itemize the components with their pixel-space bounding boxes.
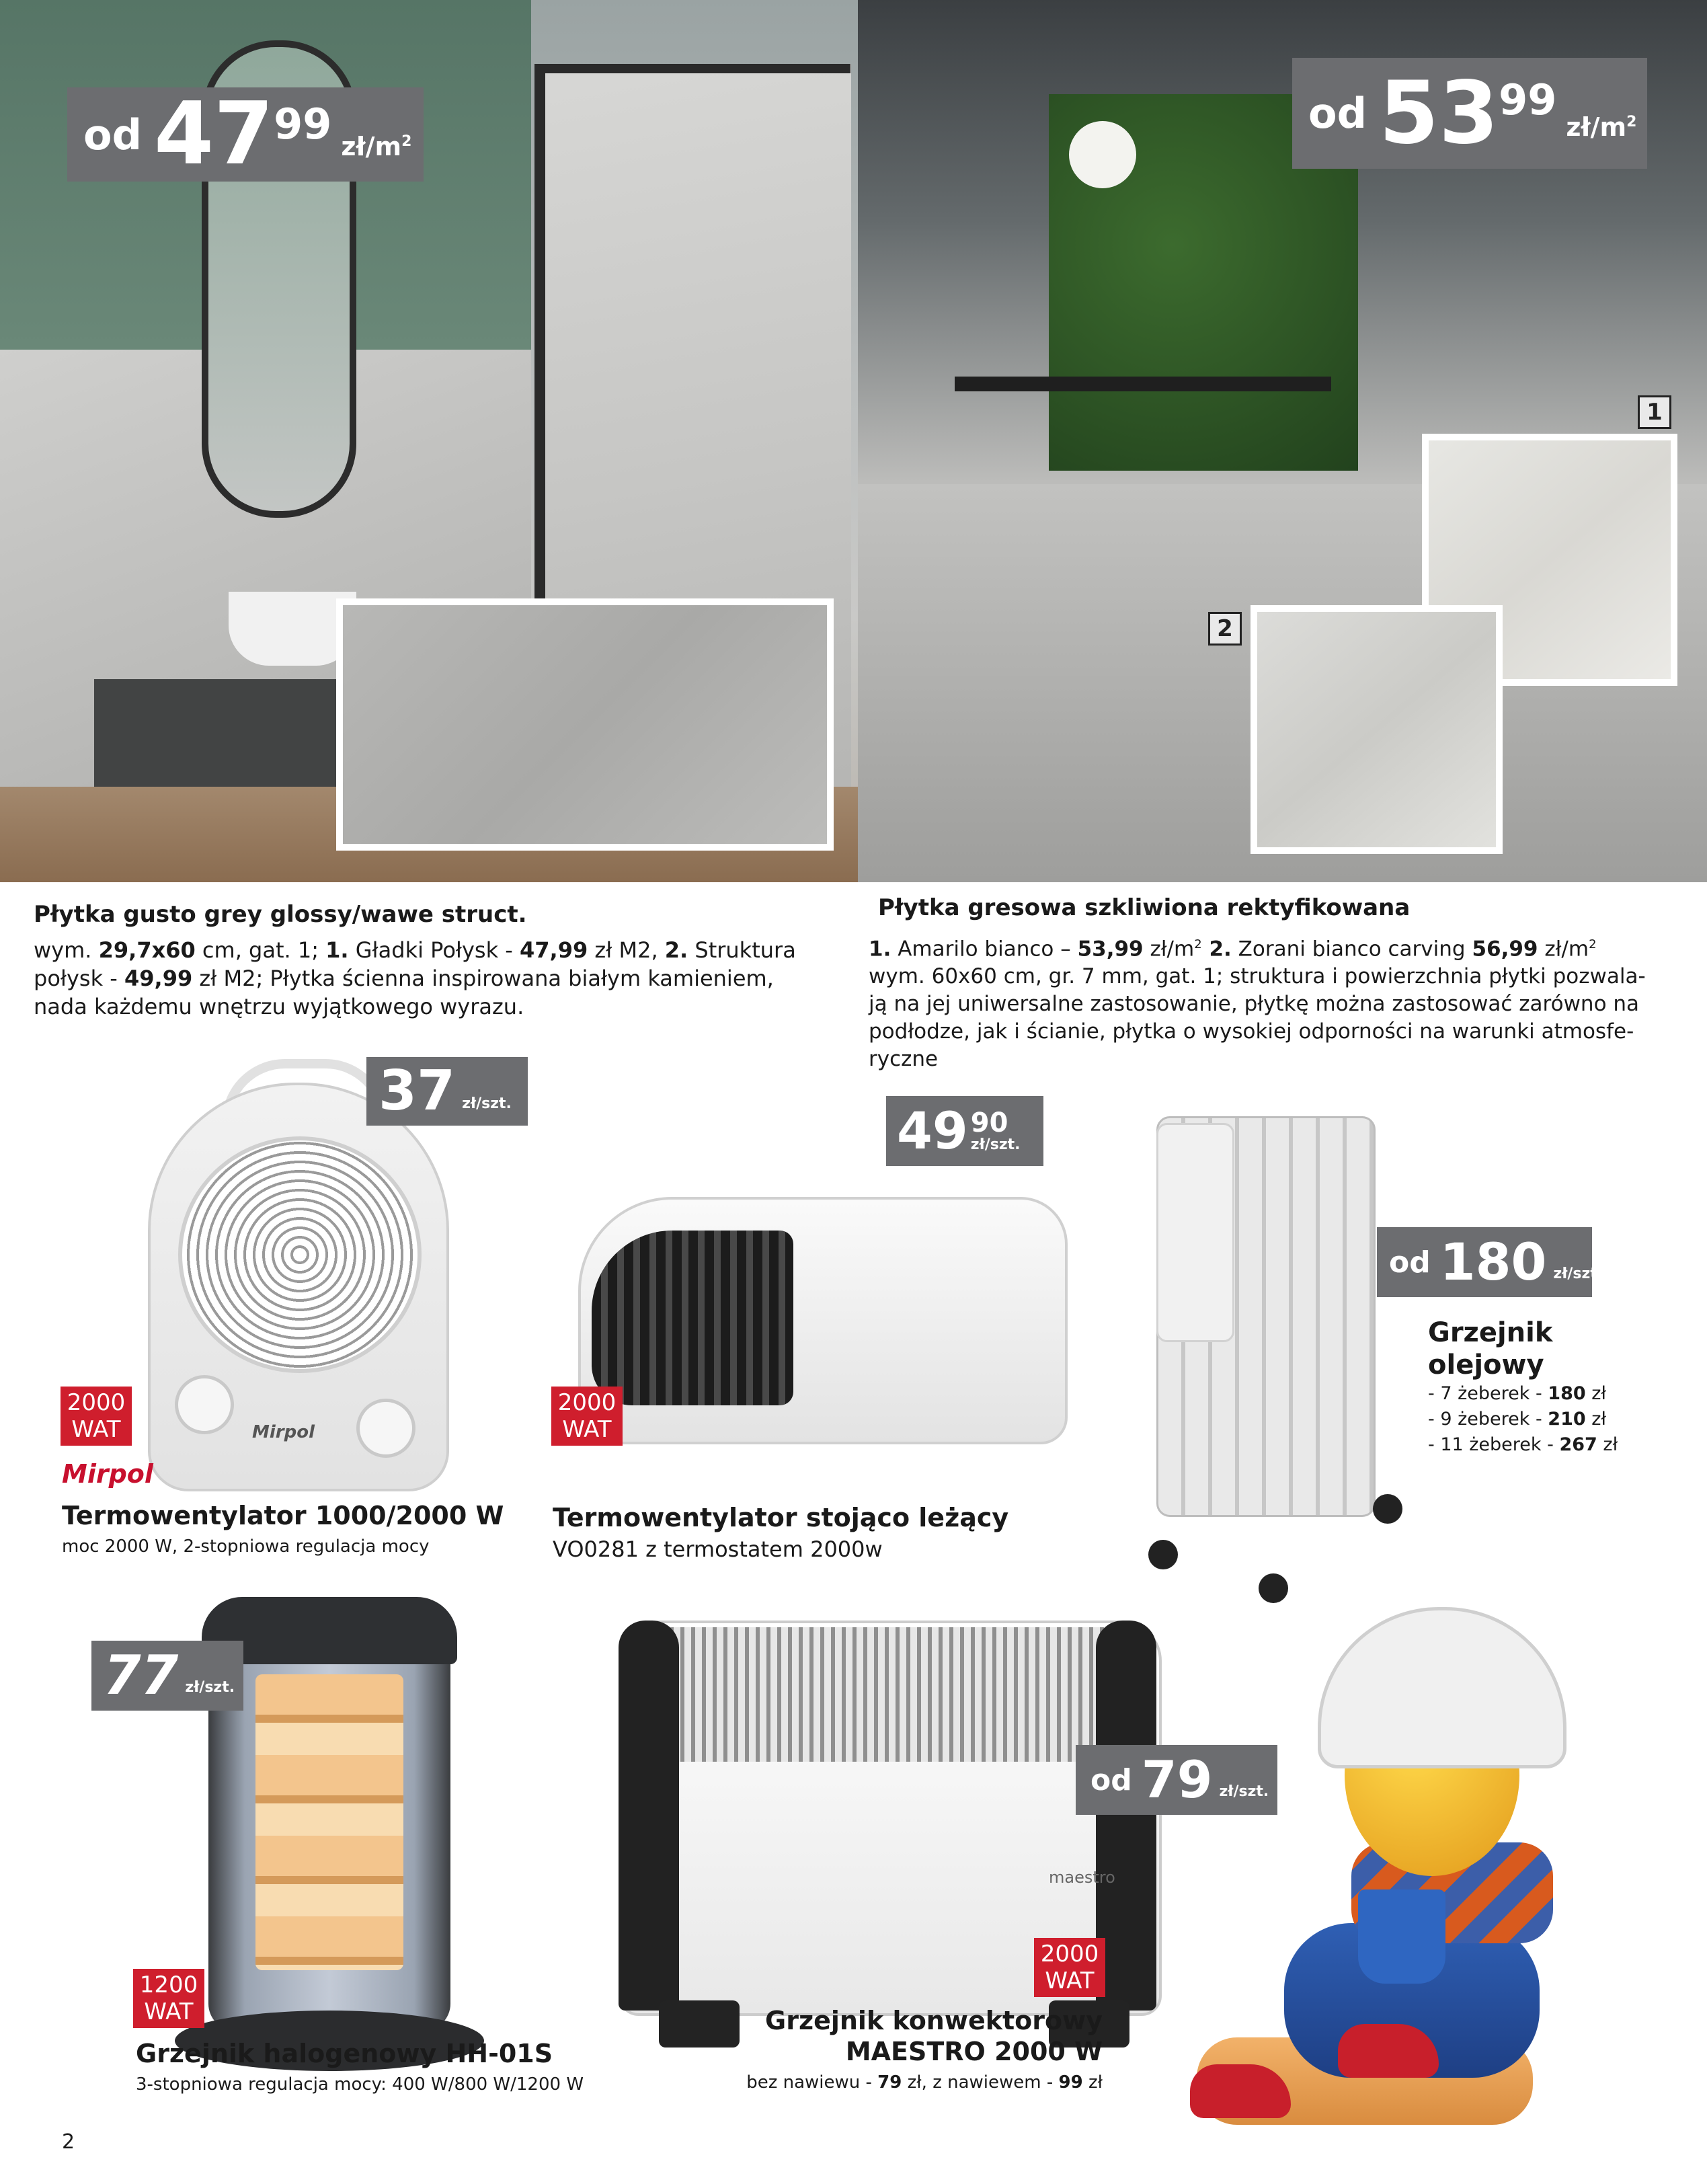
power-badge-convector — [1034, 1938, 1105, 1997]
variant-price: 180 — [1548, 1383, 1586, 1404]
badge-value: 1200 — [139, 1972, 198, 1998]
badge-unit: WAT — [562, 1416, 612, 1443]
price-prefix: od — [1090, 1762, 1132, 1797]
price-decimal: 90 — [970, 1107, 1008, 1138]
variant-price: 210 — [1548, 1409, 1586, 1430]
price-integer: 37 — [379, 1059, 456, 1123]
price-unit — [1566, 112, 1636, 142]
convector-description — [672, 2072, 1103, 2093]
price-prefix: od — [1389, 1245, 1431, 1280]
price-integer: 79 — [1141, 1750, 1213, 1809]
desc-text: wym. — [34, 937, 99, 963]
price-unit: zł/szt. — [1219, 1783, 1269, 1800]
price-unit-text: zł/m — [341, 132, 402, 161]
variant-label: - 9 żeberek - — [1428, 1409, 1548, 1430]
desc-num: 1. — [325, 937, 349, 963]
price-integer: 77 — [104, 1644, 179, 1707]
badge-value: 2000 — [1040, 1941, 1099, 1967]
price-unit: zł/szt. — [462, 1095, 512, 1112]
desc-num: 2. — [664, 937, 688, 963]
mascot-helmet — [1318, 1607, 1566, 1768]
desc-price: 47,99 — [520, 937, 588, 963]
variant-unit: zł — [1585, 1409, 1607, 1430]
gres-desc-line-2: wym. 60x60 cm, gr. 7 mm, gat. 1; struktura i powierzchnia płytki pozwala- — [869, 964, 1646, 989]
price-integer: 53 — [1378, 63, 1499, 163]
convector-device-logo: maestro — [1049, 1868, 1115, 1887]
badge-unit: WAT — [1045, 1967, 1095, 1994]
oil-heater-variants — [1428, 1381, 1618, 1458]
convector-title-line-1: Grzejnik konwektorowy — [765, 2006, 1103, 2035]
desc-size: 29,7x60 — [98, 937, 196, 963]
oil-title-line-2: olejowy — [1428, 1350, 1544, 1380]
tile-number-2: 2 — [1208, 612, 1242, 646]
oil-title-line-1: Grzejnik — [1428, 1317, 1553, 1348]
fan-knob-right — [356, 1399, 415, 1458]
variant-price: 267 — [1559, 1434, 1597, 1455]
desc-price: 49,99 — [124, 966, 193, 991]
mascot-mug — [1358, 1889, 1445, 1984]
price-tag-convector — [1076, 1745, 1277, 1815]
convector-side-left — [619, 1621, 679, 2011]
desc-text: Zorani bianco carving — [1231, 937, 1472, 962]
variant-label: - 7 żeberek - — [1428, 1383, 1548, 1404]
desc-price: 99 — [1058, 2072, 1083, 2093]
price-integer: 49 — [897, 1101, 968, 1161]
power-badge-halogen — [133, 1969, 204, 2028]
gres-title: Płytka gresowa szkliwiona rektyfikowana — [878, 894, 1411, 921]
desc-sup: 2 — [1589, 937, 1597, 951]
price-decimal: 99 — [1499, 75, 1557, 124]
floor-heater-description: VO0281 z termostatem 2000w — [553, 1536, 883, 1562]
desc-price: 53,99 — [1077, 937, 1144, 962]
tile-sample-gusto — [336, 598, 834, 851]
oil-heater-title — [1428, 1317, 1552, 1381]
power-badge-fan — [61, 1387, 132, 1446]
tile-sample-2 — [1251, 605, 1503, 854]
gres-description — [869, 931, 1696, 1073]
halogen-description: 3-stopniowa regulacja mocy: 400 W/800 W/1200 W — [136, 2074, 584, 2095]
desc-text: Struktura — [688, 937, 796, 963]
gusto-desc-line-1 — [34, 936, 854, 964]
fan-knob-left — [175, 1375, 234, 1434]
dining-table — [955, 377, 1331, 391]
price-tag-halogen — [91, 1641, 243, 1711]
oil-heater-wheel — [1259, 1573, 1288, 1603]
gres-desc-line-4: podłodze, jak i ścianie, płytka o wysokiej odporności na warunki atmosfe- — [869, 1019, 1634, 1044]
oil-variant-11 — [1428, 1432, 1618, 1458]
shower-frame — [534, 64, 850, 73]
badge-unit: WAT — [71, 1416, 121, 1443]
desc-text: Gładki Połysk - — [348, 937, 520, 963]
convector-grill — [652, 1627, 1123, 1762]
price-tag-gusto — [67, 84, 424, 184]
price-tag-fan — [366, 1057, 528, 1126]
price-integer: 180 — [1439, 1232, 1547, 1292]
desc-num: 1. — [869, 937, 891, 962]
desc-text: Amarilo bianco – — [891, 937, 1078, 962]
halogen-title: Grzejnik halogenowy HH-01S — [136, 2039, 553, 2068]
gusto-description — [34, 936, 854, 1021]
badge-unit: WAT — [144, 1998, 194, 2025]
oil-variant-7 — [1428, 1381, 1618, 1407]
desc-text: zł/m — [1143, 937, 1195, 962]
oil-heater-panel — [1156, 1123, 1234, 1342]
power-badge-floor-heater — [551, 1387, 623, 1446]
badge-value: 2000 — [67, 1389, 126, 1416]
oil-heater-wheel — [1148, 1540, 1178, 1569]
badge-value: 2000 — [557, 1389, 617, 1416]
halogen-heater-lamps — [255, 1674, 403, 1970]
desc-sup: 2 — [1194, 937, 1202, 951]
gres-desc-line-3: ją na jej uniwersalne zastosowanie, płytkę można zastosować zarówno na — [869, 992, 1640, 1017]
desc-text: cm, gat. 1; — [195, 937, 326, 963]
variant-label: - 11 żeberek - — [1428, 1434, 1560, 1455]
price-tag-gres — [1292, 58, 1647, 169]
desc-text: zł M2; Płytka ścienna inspirowana białym kamieniem, — [192, 966, 774, 991]
price-prefix: od — [1308, 89, 1367, 138]
price-unit-sup: 2 — [401, 133, 412, 151]
desc-text: bez nawiewu - — [746, 2072, 878, 2093]
price-right — [971, 1109, 1021, 1153]
desc-price: 56,99 — [1472, 937, 1538, 962]
desc-text: zł/m — [1538, 937, 1589, 962]
fan-title: Termowentylator 1000/2000 W — [62, 1501, 504, 1530]
desc-text: zł, z nawiewem - — [902, 2072, 1059, 2093]
oil-heater-wheel — [1373, 1494, 1402, 1524]
price-unit-text: zł/m — [1566, 112, 1627, 142]
fan-grill — [178, 1136, 422, 1373]
gusto-desc-line-3: nada każdemu wnętrzu wyjątkowego wyrazu. — [34, 994, 524, 1019]
convector-title — [672, 2005, 1103, 2067]
variant-unit: zł — [1585, 1383, 1607, 1404]
gres-desc-line-5: ryczne — [869, 1047, 939, 1072]
desc-num: 2. — [1201, 937, 1232, 962]
variant-unit: zł — [1597, 1434, 1618, 1455]
fan-device-logo: Mirpol — [252, 1422, 315, 1442]
price-tag-oil-heater — [1377, 1227, 1603, 1297]
price-prefix: od — [83, 110, 142, 159]
desc-text: zł M2, — [588, 937, 665, 963]
floor-heater-grill — [592, 1231, 793, 1405]
oil-variant-9 — [1428, 1407, 1618, 1432]
price-unit-sup: 2 — [1626, 114, 1637, 131]
price-decimal: 99 — [274, 100, 332, 149]
desc-text: zł — [1082, 2072, 1103, 2093]
desc-price: 79 — [877, 2072, 902, 2093]
pendant-lamp — [1069, 121, 1136, 188]
convector-title-line-2: MAESTRO 2000 W — [845, 2037, 1103, 2066]
page-number: 2 — [62, 2130, 75, 2154]
price-unit — [341, 132, 411, 161]
price-unit: zł/szt. — [185, 1679, 235, 1696]
floor-heater-title: Termowentylator stojąco leżący — [553, 1503, 1009, 1532]
fan-description: moc 2000 W, 2-stopniowa regulacja mocy — [62, 1536, 430, 1557]
gusto-title: Płytka gusto grey glossy/wawe struct. — [34, 901, 527, 928]
gres-desc-line-1 — [869, 931, 1696, 963]
mirpol-logo: Mirpol — [62, 1459, 153, 1489]
gusto-desc-line-2 — [34, 964, 854, 992]
desc-text: połysk - — [34, 966, 125, 991]
price-unit: zł/szt. — [970, 1136, 1021, 1153]
tile-number-1: 1 — [1638, 395, 1671, 429]
price-tag-floor-heater — [886, 1096, 1043, 1166]
price-unit: zł/szt. — [1553, 1265, 1603, 1282]
price-integer: 47 — [153, 84, 274, 184]
